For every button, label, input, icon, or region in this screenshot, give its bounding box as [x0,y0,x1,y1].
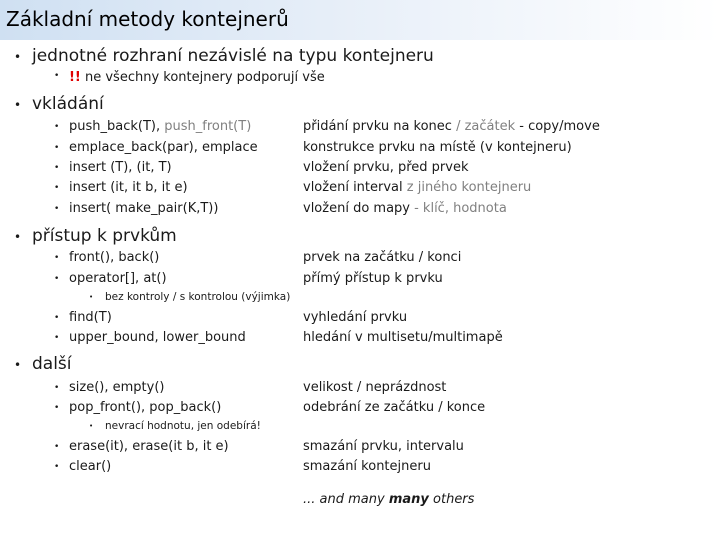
footer-suffix: others [428,492,475,507]
insert-description: vložení prvku, před prvek [303,160,469,175]
other-method: pop_front(), pop_back() [69,400,222,415]
access-description: prvek na začátku / konci [303,250,462,265]
section-heading-access: přístup k prvkům [32,226,177,246]
bullet-dot: • [54,183,60,193]
access-description: přímý přístup k prvku [303,271,443,286]
bullet-dot: • [14,98,22,112]
footer-emphasis: many [388,492,429,507]
access-description: hledání v multisetu/multimapě [303,330,503,345]
bullet-dot: • [54,313,60,323]
insert-description: konstrukce prvku na místě (v kontejneru) [303,140,572,155]
description-text: přidání prvku na konec [303,119,457,134]
bullet-dot: • [14,230,22,244]
intro-note [69,70,325,85]
description-text: vložení interval [303,180,407,195]
bullet-dot: • [54,163,60,173]
access-method: operator[], at() [69,271,167,286]
description-tail: - copy/move [515,119,600,134]
access-method: upper_bound, lower_bound [69,330,246,345]
other-description: odebrání ze začátku / konce [303,400,486,415]
other-description: velikost / neprázdnost [303,380,447,395]
other-sub-note: nevrací hodnotu, jen odebírá! [105,420,261,432]
other-method: clear() [69,459,112,474]
bullet-dot: • [54,462,60,472]
insert-method: insert( make_pair(K,T)) [69,201,219,216]
bullet-dot: • [54,442,60,452]
access-method: front(), back() [69,250,160,265]
insert-method [69,119,251,134]
intro-bullet: jednotné rozhraní nezávislé na typu kontejneru [32,46,434,66]
bullet-dot: • [14,50,22,64]
section-heading-insert: vkládání [32,94,104,114]
insert-method: insert (T), (it, T) [69,160,172,175]
description-text: vložení do mapy [303,201,415,216]
bullet-dot: • [89,293,94,301]
other-description: smazání prvku, intervalu [303,439,464,454]
bullet-dot: • [54,383,60,393]
bullet-dot: • [14,358,22,372]
insert-method: insert (it, it b, it e) [69,180,188,195]
bullet-dot: • [89,422,94,430]
access-description: vyhledání prvku [303,310,408,325]
insert-description [303,119,600,134]
bullet-dot: • [54,122,60,132]
other-description: smazání kontejneru [303,459,431,474]
method-name: push_back(T), [69,119,165,134]
footer-note [303,492,474,507]
intro-note-text: ne všechny kontejnery podporují vše [80,70,325,85]
warning-marker: !! [69,70,81,85]
insert-description [303,180,531,195]
description-alt: / začátek [456,119,516,134]
access-sub-note: bez kontroly / s kontrolou (výjimka) [105,291,291,303]
other-method: size(), empty() [69,380,165,395]
bullet-dot: • [54,253,60,263]
description-alt: z jiného kontejneru [406,180,532,195]
slide-title: Základní metody kontejnerů [6,7,289,31]
description-alt: - klíč, hodnota [414,201,507,216]
bullet-dot: • [54,403,60,413]
bullet-dot: • [54,143,60,153]
bullet-dot: • [54,333,60,343]
section-heading-other: další [32,354,72,374]
bullet-dot: • [54,274,60,284]
other-method: erase(it), erase(it b, it e) [69,439,229,454]
method-name-alt: push_front(T) [164,119,252,134]
access-method: find(T) [69,310,112,325]
bullet-dot: • [54,204,60,214]
insert-description [303,201,507,216]
bullet-dot: • [54,71,60,81]
footer-prefix: ... and many [303,492,389,507]
insert-method: emplace_back(par), emplace [69,140,258,155]
